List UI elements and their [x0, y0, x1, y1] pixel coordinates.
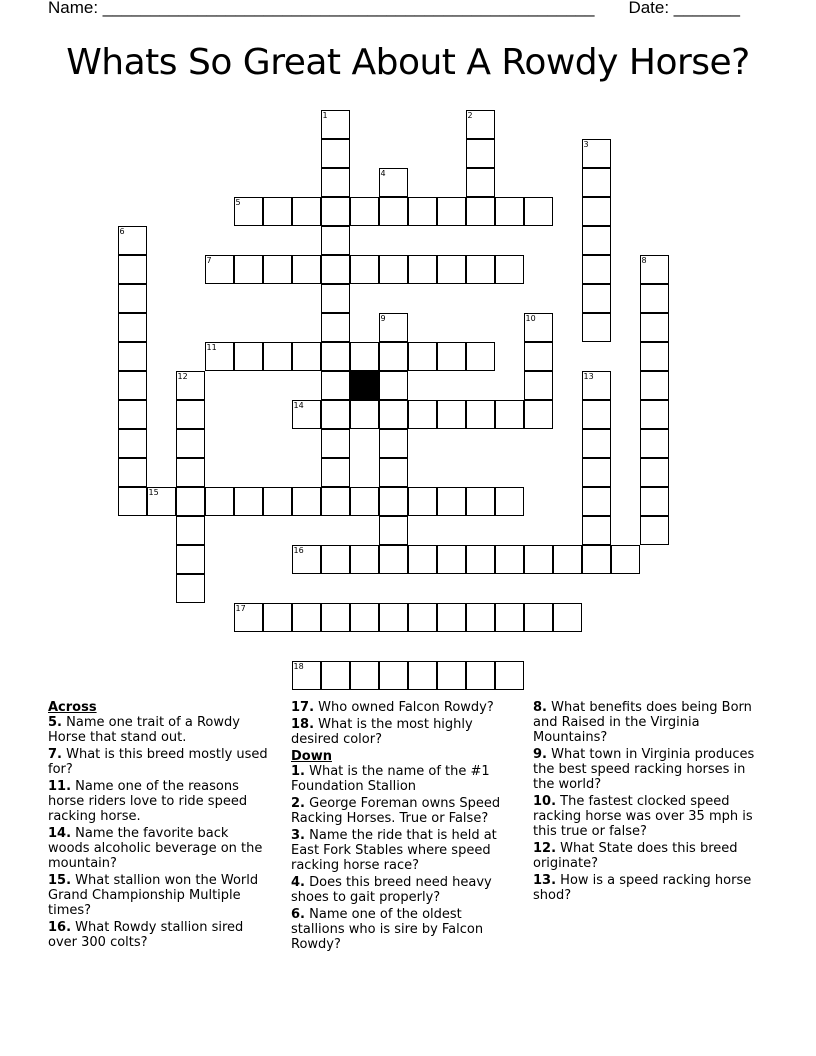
grid-cell[interactable] [350, 197, 379, 226]
cell-number: 1 [322, 110, 328, 120]
grid-cell[interactable] [495, 400, 524, 429]
cell-number: 3 [583, 139, 589, 149]
clue-down-4: 4. Does this breed need heavy shoes to gait properly? [291, 875, 492, 905]
clue-across-17: 17. Who owned Falcon Rowdy? [291, 700, 494, 715]
clue-down-2: 2. George Foreman owns Speed Racking Horses. True or False? [291, 796, 501, 826]
cell-number: 15 [148, 487, 159, 497]
cell-number: 10 [525, 313, 536, 323]
clues-column-3 [533, 700, 759, 905]
grid-cell[interactable] [321, 487, 350, 516]
cell-number: 7 [206, 255, 212, 265]
grid-cell[interactable] [524, 371, 553, 400]
grid-cell[interactable] [176, 371, 205, 400]
grid-cell[interactable] [437, 197, 466, 226]
grid-cell[interactable] [263, 342, 292, 371]
grid-cell[interactable] [321, 545, 350, 574]
grid-cell[interactable] [176, 574, 205, 603]
grid-cell[interactable] [524, 342, 553, 371]
grid-cell[interactable] [408, 400, 437, 429]
grid-cell[interactable] [350, 400, 379, 429]
grid-cell[interactable] [495, 255, 524, 284]
grid-cell[interactable] [466, 342, 495, 371]
grid-cell[interactable] [350, 661, 379, 690]
grid-cell[interactable] [379, 661, 408, 690]
cell-number: 18 [293, 661, 304, 671]
grid-cell[interactable] [640, 458, 669, 487]
grid-cell[interactable] [640, 255, 669, 284]
grid-cell[interactable] [582, 545, 611, 574]
clue-across-11: 11. Name one of the reasons horse riders love to ride speed racking horse. [48, 779, 248, 824]
cell-number: 16 [293, 545, 304, 555]
cell-number: 9 [380, 313, 386, 323]
grid-cell[interactable] [437, 342, 466, 371]
grid-cell[interactable] [640, 400, 669, 429]
grid-cell[interactable] [379, 458, 408, 487]
grid-cell[interactable] [321, 139, 350, 168]
clue-down-1: 1. What is the name of the #1 Foundation Stallion [291, 764, 490, 794]
grid-cell[interactable] [379, 255, 408, 284]
grid-cell[interactable] [640, 284, 669, 313]
grid-cell[interactable] [524, 313, 553, 342]
grid-cell[interactable] [176, 545, 205, 574]
grid-cell[interactable] [234, 255, 263, 284]
cell-number: 2 [467, 110, 473, 120]
grid-cell[interactable] [292, 400, 321, 429]
grid-cell[interactable] [118, 226, 147, 255]
cell-number: 8 [641, 255, 647, 265]
grid-cell[interactable] [321, 226, 350, 255]
date-field[interactable]: Date: _______ [628, 0, 740, 17]
grid-cell[interactable] [466, 545, 495, 574]
grid-cell[interactable] [176, 487, 205, 516]
grid-cell[interactable] [408, 255, 437, 284]
grid-cell[interactable] [408, 545, 437, 574]
clue-across-7: 7. What is this breed mostly used for? [48, 747, 268, 777]
grid-cell[interactable] [495, 545, 524, 574]
grid-cell[interactable] [118, 429, 147, 458]
grid-cell[interactable] [321, 429, 350, 458]
grid-cell[interactable] [582, 458, 611, 487]
grid-cell[interactable] [292, 487, 321, 516]
grid-cell[interactable] [321, 400, 350, 429]
puzzle-title: Whats So Great About A Rowdy Horse? [66, 42, 750, 83]
grid-cell[interactable] [582, 226, 611, 255]
grid-cell[interactable] [379, 487, 408, 516]
grid-cell[interactable] [582, 429, 611, 458]
grid-cell[interactable] [379, 197, 408, 226]
grid-cell[interactable] [321, 342, 350, 371]
grid-cell[interactable] [263, 487, 292, 516]
grid-cell[interactable] [495, 197, 524, 226]
grid-cell[interactable] [582, 139, 611, 168]
grid-cell[interactable] [582, 313, 611, 342]
grid-cell[interactable] [379, 429, 408, 458]
grid-cell[interactable] [466, 487, 495, 516]
grid-cell[interactable] [321, 197, 350, 226]
cell-number: 17 [235, 603, 246, 613]
grid-cell[interactable] [321, 603, 350, 632]
clue-down-13: 13. How is a speed racking horse shod? [533, 873, 752, 903]
clue-across-14: 14. Name the favorite back woods alcoholic beverage on the mountain? [48, 826, 263, 871]
grid-cell[interactable] [321, 284, 350, 313]
grid-cell[interactable] [379, 168, 408, 197]
grid-cell[interactable] [234, 487, 263, 516]
grid-cell[interactable] [379, 545, 408, 574]
grid-cell[interactable] [263, 603, 292, 632]
grid-cell[interactable] [466, 110, 495, 139]
clue-across-18: 18. What is the most highly desired color? [291, 717, 473, 747]
grid-cell[interactable] [640, 371, 669, 400]
grid-cell[interactable] [408, 342, 437, 371]
grid-cell[interactable] [321, 168, 350, 197]
clues-column-1 [48, 700, 274, 952]
grid-cell[interactable] [118, 458, 147, 487]
grid-cell[interactable] [466, 603, 495, 632]
cell-number: 5 [235, 197, 241, 207]
grid-cell[interactable] [582, 197, 611, 226]
grid-cell[interactable] [408, 487, 437, 516]
grid-cell[interactable] [640, 313, 669, 342]
grid-cell[interactable] [437, 545, 466, 574]
clue-down-3: 3. Name the ride that is held at East Fork Stables where speed racking horse race? [291, 828, 497, 873]
grid-cell[interactable] [118, 284, 147, 313]
grid-cell[interactable] [379, 516, 408, 545]
grid-cell[interactable] [408, 603, 437, 632]
grid-cell[interactable] [234, 603, 263, 632]
grid-cell[interactable] [321, 371, 350, 400]
cell-number: 12 [177, 371, 188, 381]
grid-cell[interactable] [437, 487, 466, 516]
grid-cell[interactable] [292, 342, 321, 371]
grid-cell[interactable] [321, 255, 350, 284]
grid-cell[interactable] [350, 603, 379, 632]
clue-across-16: 16. What Rowdy stallion sired over 300 colts? [48, 920, 244, 950]
grid-cell[interactable] [495, 661, 524, 690]
grid-cell[interactable] [640, 429, 669, 458]
grid-cell[interactable] [205, 342, 234, 371]
grid-cell[interactable] [321, 661, 350, 690]
grid-cell[interactable] [495, 487, 524, 516]
grid-cell[interactable] [582, 168, 611, 197]
grid-cell[interactable] [582, 516, 611, 545]
grid-cell[interactable] [292, 255, 321, 284]
grid-cell[interactable] [292, 197, 321, 226]
grid-cell[interactable] [176, 429, 205, 458]
grid-cell[interactable] [118, 371, 147, 400]
grid-cell[interactable] [640, 516, 669, 545]
grid-cell[interactable] [582, 487, 611, 516]
grid-cell[interactable] [176, 516, 205, 545]
down-heading: Down [291, 749, 332, 764]
grid-cell[interactable] [176, 458, 205, 487]
cell-number: 13 [583, 371, 594, 381]
grid-cell[interactable] [118, 342, 147, 371]
grid-cell[interactable] [582, 255, 611, 284]
grid-cell[interactable] [524, 197, 553, 226]
grid-cell[interactable] [553, 603, 582, 632]
grid-cell[interactable] [640, 487, 669, 516]
grid-cell[interactable] [437, 603, 466, 632]
grid-cell[interactable] [234, 197, 263, 226]
grid-cell[interactable] [350, 342, 379, 371]
grid-cell[interactable] [205, 487, 234, 516]
grid-cell[interactable] [640, 342, 669, 371]
grid-cell[interactable] [437, 661, 466, 690]
clue-down-8: 8. What benefits does being Born and Raised in the Virginia Mountains? [533, 700, 752, 745]
grid-cell[interactable] [524, 603, 553, 632]
grid-cell[interactable] [437, 400, 466, 429]
grid-cell[interactable] [466, 661, 495, 690]
grid-cell[interactable] [263, 255, 292, 284]
grid-cell[interactable] [611, 545, 640, 574]
clue-down-10: 10. The fastest clocked speed racking horse was over 35 mph is this true or false? [533, 794, 753, 839]
cell-number: 11 [206, 342, 217, 352]
grid-cell[interactable] [118, 487, 147, 516]
grid-cell[interactable] [321, 458, 350, 487]
clue-across-15: 15. What stallion won the World Grand Championship Multiple times? [48, 873, 259, 918]
across-heading: Across [48, 700, 97, 715]
grid-cell[interactable] [582, 284, 611, 313]
grid-cell[interactable] [408, 661, 437, 690]
clue-down-9: 9. What town in Virginia produces the best speed racking horses in the world? [533, 747, 755, 792]
grid-cell[interactable] [350, 255, 379, 284]
clues-column-2 [291, 700, 517, 954]
clue-down-12: 12. What State does this breed originate? [533, 841, 738, 871]
black-cell [350, 371, 379, 400]
cell-number: 14 [293, 400, 304, 410]
grid-cell[interactable] [466, 400, 495, 429]
grid-cell[interactable] [321, 110, 350, 139]
grid-cell[interactable] [176, 400, 205, 429]
grid-cell[interactable] [321, 313, 350, 342]
grid-cell[interactable] [524, 545, 553, 574]
clue-across-5: 5. Name one trait of a Rowdy Horse that stand out. [48, 715, 240, 745]
grid-cell[interactable] [524, 400, 553, 429]
grid-cell[interactable] [466, 139, 495, 168]
grid-cell[interactable] [205, 255, 234, 284]
cell-number: 4 [380, 168, 386, 178]
grid-cell[interactable] [292, 661, 321, 690]
grid-cell[interactable] [118, 313, 147, 342]
grid-cell[interactable] [118, 400, 147, 429]
name-field[interactable]: Name: ____________________________________________________ [48, 0, 595, 17]
grid-cell[interactable] [379, 342, 408, 371]
grid-cell[interactable] [292, 603, 321, 632]
grid-cell[interactable] [379, 371, 408, 400]
grid-cell[interactable] [553, 545, 582, 574]
grid-cell[interactable] [408, 197, 437, 226]
grid-cell[interactable] [379, 603, 408, 632]
grid-cell[interactable] [350, 487, 379, 516]
grid-cell[interactable] [118, 255, 147, 284]
grid-cell[interactable] [466, 168, 495, 197]
grid-cell[interactable] [379, 400, 408, 429]
grid-cell[interactable] [263, 197, 292, 226]
grid-cell[interactable] [582, 400, 611, 429]
grid-cell[interactable] [582, 371, 611, 400]
grid-cell[interactable] [466, 197, 495, 226]
grid-cell[interactable] [234, 342, 263, 371]
clue-down-6: 6. Name one of the oldest stallions who is sire by Falcon Rowdy? [291, 907, 484, 952]
grid-cell[interactable] [379, 313, 408, 342]
grid-cell[interactable] [147, 487, 176, 516]
grid-cell[interactable] [350, 545, 379, 574]
grid-cell[interactable] [292, 545, 321, 574]
grid-cell[interactable] [437, 255, 466, 284]
grid-cell[interactable] [466, 255, 495, 284]
grid-cell[interactable] [495, 603, 524, 632]
cell-number: 6 [119, 226, 125, 236]
